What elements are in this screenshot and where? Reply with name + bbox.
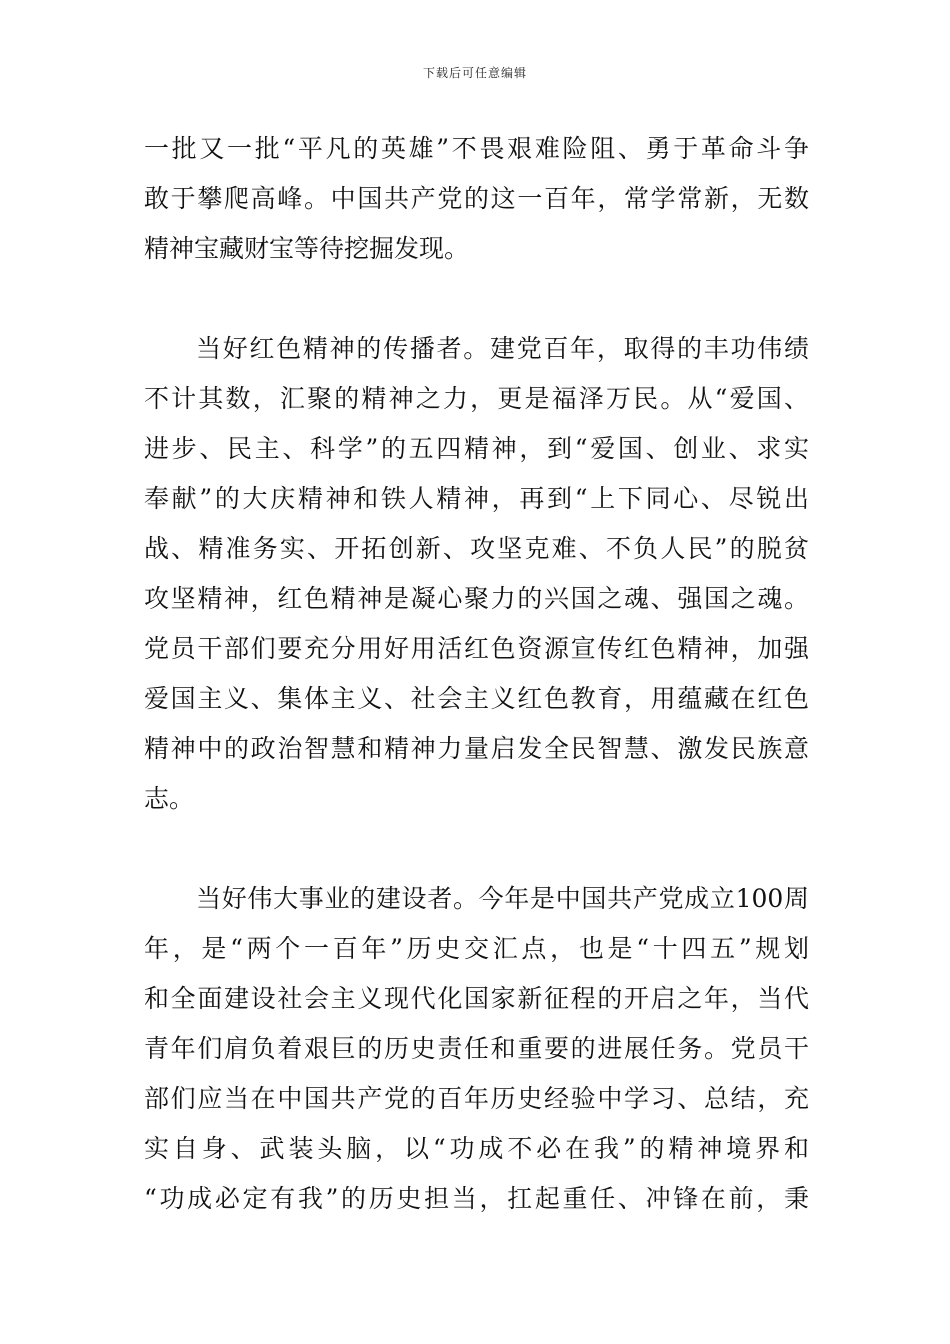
text-line: 奉献”的大庆精神和铁人精神，再到“上下同心、尽锐出: [144, 484, 809, 513]
text-line: 当好伟大事业的建设者。今年是中国共产党成立100周: [196, 884, 809, 913]
text-line: 党员干部们要充分用好用活红色资源宣传红色精神，加强: [144, 634, 809, 663]
text-line: 不计其数，汇聚的精神之力，更是福泽万民。从“爱国、: [144, 384, 809, 413]
text-line: 爱国主义、集体主义、社会主义红色教育，用蕴藏在红色: [144, 684, 809, 713]
text-line: 攻坚精神，红色精神是凝心聚力的兴国之魂、强国之魂。: [144, 584, 809, 613]
text-line: 年，是“两个一百年”历史交汇点，也是“十四五”规划: [144, 934, 809, 963]
text-line: 当好红色精神的传播者。建党百年，取得的丰功伟绩: [196, 334, 809, 363]
text-line: 战、精准务实、开拓创新、攻坚克难、不负人民”的脱贫: [144, 534, 809, 563]
paragraph-2: [144, 324, 809, 824]
text-line: 一批又一批“平凡的英雄”不畏艰难险阻、勇于革命斗争: [144, 134, 809, 163]
text-line: 实自身、武装头脑，以“功成不必在我”的精神境界和: [144, 1134, 809, 1163]
text-line: 精神中的政治智慧和精神力量启发全民智慧、激发民族意: [144, 734, 809, 763]
paragraph-3: [144, 874, 809, 1224]
text-line: 志。: [144, 784, 195, 813]
text-line: 和全面建设社会主义现代化国家新征程的开启之年，当代: [144, 984, 809, 1013]
text-line: 精神宝藏财宝等待挖掘发现。: [144, 234, 470, 263]
text-line: 青年们肩负着艰巨的历史责任和重要的进展任务。党员干: [144, 1034, 809, 1063]
text-line: 进步、民主、科学”的五四精神，到“爱国、创业、求实: [144, 434, 809, 463]
page-header: 下载后可任意编辑: [422, 66, 527, 80]
text-line: “功成必定有我”的历史担当，扛起重任、冲锋在前，秉: [144, 1184, 809, 1213]
document-body: [144, 124, 809, 1224]
paragraph-spacer: [144, 824, 809, 874]
text-line: 敢于攀爬高峰。中国共产党的这一百年，常学常新，无数: [144, 184, 809, 213]
paragraph-1: [144, 124, 809, 274]
paragraph-spacer: [144, 274, 809, 324]
text-line: 部们应当在中国共产党的百年历史经验中学习、总结，充: [144, 1084, 809, 1113]
